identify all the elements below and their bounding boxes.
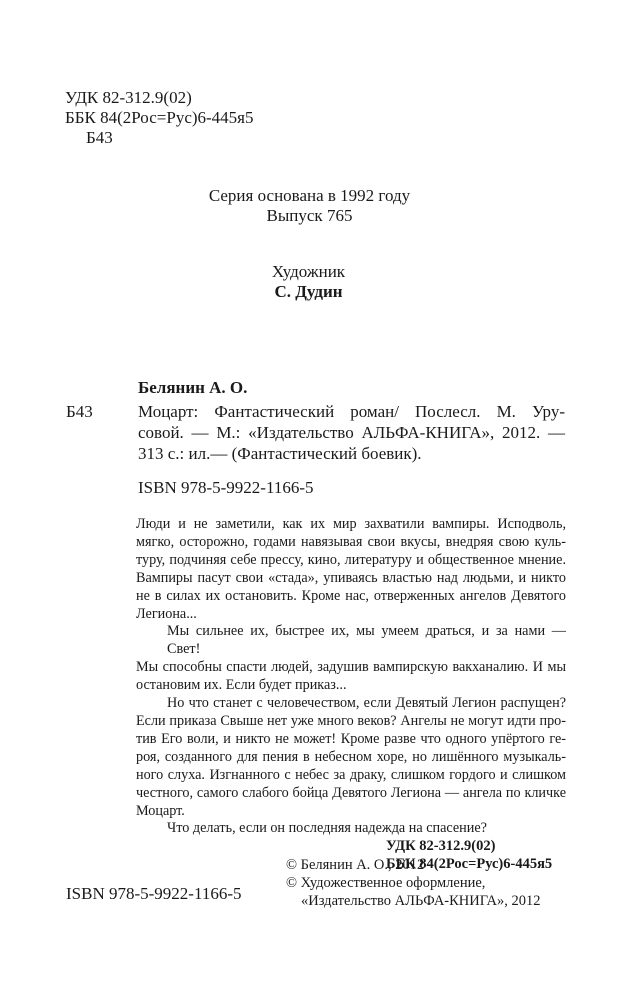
annotation-line: Если приказа Свыше нет уже много веков? Ангелы не могут идти про- [136, 712, 566, 729]
annotation-line: тив Его воли, и никто не может! Кроме разве что одного упёртого ге- [136, 730, 566, 747]
isbn-main: ISBN 978-5-9922-1166-5 [138, 478, 314, 497]
annotation-paragraph [136, 623, 566, 695]
classification-codes [65, 88, 254, 148]
annotation-line: мягко, осторожно, годами навязывая свои вкусы, внедряя свою куль- [136, 533, 566, 550]
bottom-bbk-code: ББК 84(2Рос=Рус)6-445я5 [386, 856, 553, 872]
series-info [0, 186, 625, 226]
copyright-notice [286, 856, 541, 910]
annotation-line: Вампиры пасут свои «стада», упиваясь властью над людьми, и никто [136, 569, 566, 586]
annotation-line: Что делать, если он последняя надежда на спасение? [167, 820, 487, 837]
isbn-bottom: ISBN 978-5-9922-1166-5 [66, 884, 242, 903]
annotation-paragraph [136, 695, 566, 820]
annotation-line: ного слуха. Изгнанного с небес за драку, слишком гордого и слишком [136, 766, 566, 783]
series-founded: Серия основана в 1992 году [208, 186, 411, 205]
annotation-line: туру, подчиняя себе прессу, кино, литературу и общественное мнение. [136, 551, 566, 568]
bottom-udk-code: УДК 82-312.9(02) [386, 838, 496, 854]
annotation-line: Мы способны спасти людей, задушив вампирскую вакханалию. И мы [136, 659, 566, 676]
annotation-line: Моцарт. [136, 802, 185, 819]
bib-line: 313 с.: ил.— (Фантастический боевик). [138, 444, 422, 463]
annotation-line: роя, созданного для пения в небесном хоре, но лишённого музыкаль- [136, 748, 566, 765]
annotation-line: честного, самого слабого бойца Девятого Легиона — ангела по кличке [136, 784, 566, 801]
bib-line: Моцарт: Фантастический роман/ Послесл. М. Уру- [138, 402, 565, 421]
artist-credit [0, 262, 625, 302]
annotation-line: не в силах их остановить. Кроме нас, отверженных ангелов Девятого [136, 587, 566, 604]
annotation-line: Люди и не заметили, как их мир захватили вампиры. Исподволь, [136, 516, 566, 532]
author-mark: Б43 [86, 128, 113, 147]
bbk-code: ББК 84(2Рос=Рус)6-445я5 [65, 108, 254, 127]
annotation-paragraph [136, 516, 566, 623]
annotation-line: Но что станет с человечеством, если Девятый Легион распущен? [167, 695, 566, 712]
copyright-design: © Художественное оформление, [286, 875, 486, 891]
bib-line: совой. — М.: «Издательство АЛЬФА-КНИГА», 2012. — [138, 423, 565, 442]
annotation [136, 516, 566, 838]
artist-name: С. Дудин [274, 282, 343, 301]
bibliographic-description [138, 401, 565, 464]
series-issue: Выпуск 765 [266, 206, 353, 225]
annotation-line: Мы сильнее их, быстрее их, мы умеем драться, и за нами — Свет! [167, 623, 566, 658]
annotation-line: Легиона... [136, 605, 197, 622]
bibliographic-author: Белянин А. О. [138, 378, 248, 397]
udk-code: УДК 82-312.9(02) [65, 88, 192, 107]
annotation-line: остановим их. Если будет приказ... [136, 677, 347, 694]
copyright-publisher: «Издательство АЛЬФА-КНИГА», 2012 [301, 893, 541, 909]
bibliographic-code: Б43 [66, 402, 93, 421]
artist-label: Художник [271, 262, 346, 281]
copyright-author: © Белянин А. О., 2012 [286, 857, 425, 873]
annotation-paragraph [136, 820, 566, 838]
